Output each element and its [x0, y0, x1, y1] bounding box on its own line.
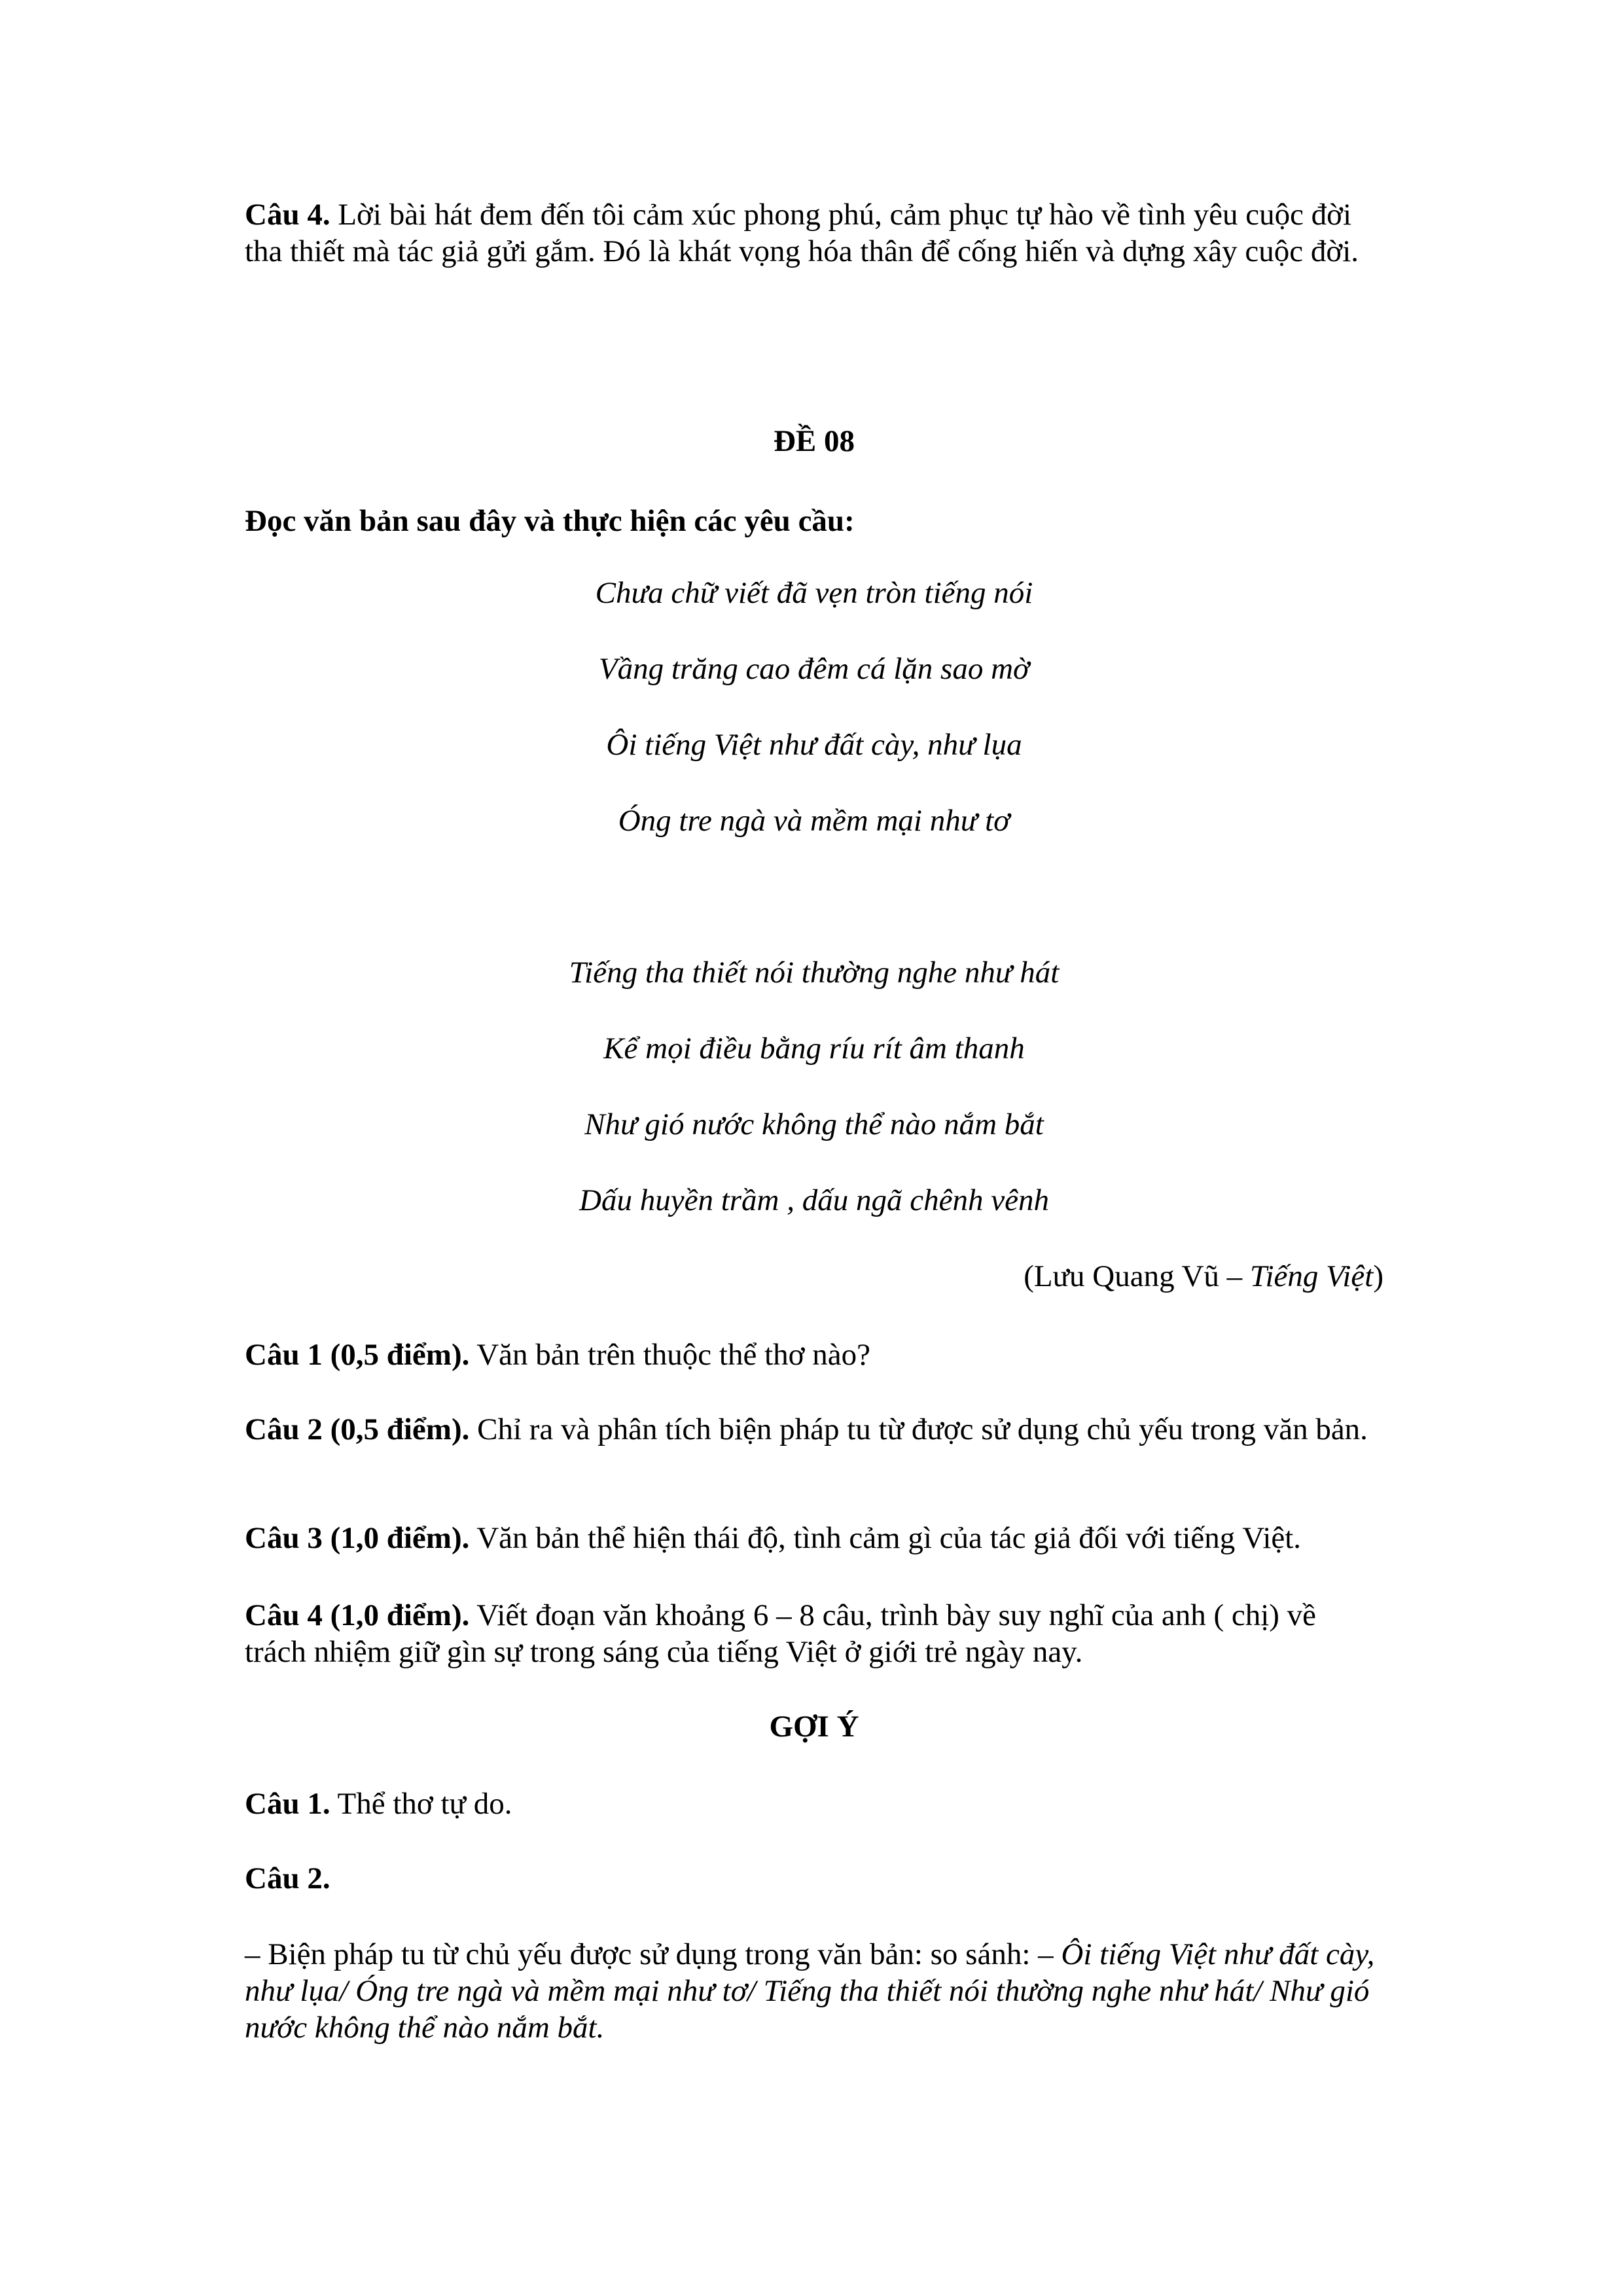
poem-line: Như gió nước không thể nào nắm bắt	[584, 1107, 1044, 1141]
question-label: Câu 3 (1,0 điểm).	[245, 1521, 470, 1555]
previous-answer-label: Câu 4.	[245, 198, 330, 232]
poem-line: Dấu huyền trầm , dấu ngã chênh vênh	[579, 1183, 1049, 1217]
question-text: Văn bản thể hiện thái độ, tình cảm gì của tác giả đối với tiếng Việt.	[469, 1521, 1302, 1555]
poem-line: Vầng trăng cao đêm cá lặn sao mờ	[598, 652, 1030, 686]
hint-title	[245, 1708, 1383, 1745]
poem-line: Kể mọi điều bằng ríu rít âm thanh	[603, 1031, 1025, 1066]
hint-title-text: GỢI Ý	[769, 1710, 859, 1744]
question-1	[245, 1336, 1383, 1373]
answer-1	[245, 1785, 1383, 1822]
answer-label: Câu 1.	[245, 1787, 330, 1821]
poem-source	[245, 1258, 1383, 1295]
answer-2-heading	[245, 1860, 1383, 1897]
exam-instruction-text: Đọc văn bản sau đây và thực hiện các yêu cầu:	[245, 504, 855, 538]
exam-instruction	[245, 503, 1383, 539]
question-4	[245, 1597, 1383, 1670]
question-text: Viết đoạn văn khoảng 6 – 8 câu, trình bày suy nghĩ của anh ( chị) về trách nhiệm giữ gìn sự trong sáng của tiếng Việt ở giới trẻ ngày nay.	[245, 1598, 1317, 1669]
question-label: Câu 2 (0,5 điểm).	[245, 1412, 470, 1446]
question-text: Chỉ ra và phân tích biện pháp tu từ được sử dụng chủ yếu trong văn bản.	[469, 1412, 1368, 1446]
poem-line: Óng tre ngà và mềm mại như tơ	[618, 804, 1010, 838]
exam-title	[245, 423, 1383, 459]
poem-source-title: Tiếng Việt	[1249, 1259, 1374, 1293]
exam-title-text: ĐỀ 08	[773, 424, 855, 458]
answer-quote: Ôi tiếng Việt như đất cày, như lụa/ Óng tre ngà và mềm mại như tơ/ Tiếng tha thiết nói thường nghe như hát/ Như gió nước không thể nào nắm bắt.	[245, 1937, 1375, 2045]
poem-line: Ôi tiếng Việt như đất cày, như lụa	[606, 728, 1022, 762]
poem-source-suffix: )	[1373, 1259, 1383, 1293]
answer-label: Câu 2.	[245, 1861, 330, 1895]
previous-answer-paragraph	[245, 196, 1383, 270]
question-3	[245, 1520, 1383, 1556]
poem-line: Tiếng tha thiết nói thường nghe như hát	[569, 956, 1060, 990]
question-text: Văn bản trên thuộc thể thơ nào?	[469, 1338, 870, 1372]
question-label: Câu 4 (1,0 điểm).	[245, 1598, 470, 1632]
question-2	[245, 1411, 1383, 1448]
answer-text: Thể thơ tự do.	[330, 1787, 512, 1821]
question-label: Câu 1 (0,5 điểm).	[245, 1338, 470, 1372]
poem-line: Chưa chữ viết đã vẹn tròn tiếng nói	[595, 576, 1033, 610]
poem-source-prefix: (Lưu Quang Vũ –	[1024, 1259, 1250, 1293]
answer-text: – Biện pháp tu từ chủ yếu được sử dụng trong văn bản: so sánh: –	[245, 1937, 1061, 1971]
answer-2-body	[245, 1936, 1383, 2046]
previous-answer-text: Lời bài hát đem đến tôi cảm xúc phong phú, cảm phục tự hào về tình yêu cuộc đời tha thiết mà tác giả gửi gắm. Đó là khát vọng hóa thân để cống hiến và dựng xây cuộc đời.	[245, 198, 1359, 268]
